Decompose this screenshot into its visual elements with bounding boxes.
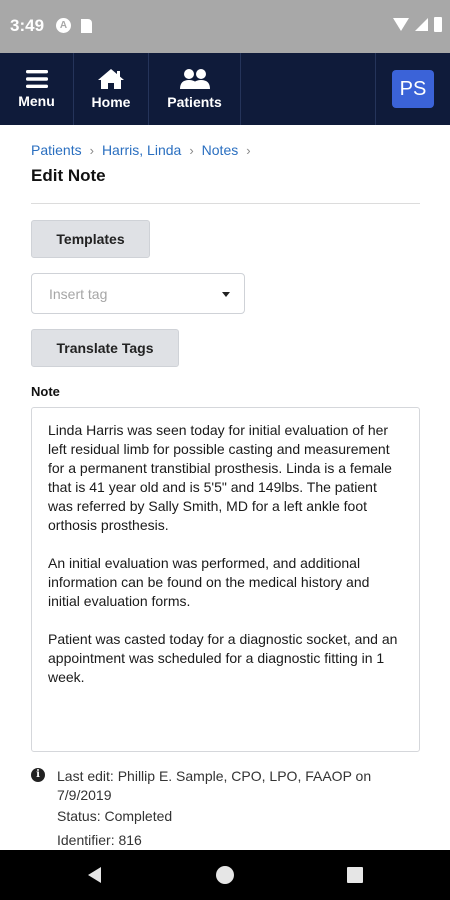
status-time: 3:49 [10,16,45,35]
app-navbar [0,53,450,125]
home-icon [97,68,125,90]
insert-tag-placeholder: Insert tag [49,286,108,302]
caret-down-icon [222,292,230,297]
nav-home-label: Home [91,94,131,110]
breadcrumb [31,142,259,158]
breadcrumb-patient-name[interactable]: Harris, Linda [101,142,182,158]
user-avatar[interactable]: PS [392,70,434,108]
breadcrumb-separator-icon: › [189,142,194,158]
info-icon: i [31,768,45,782]
status-system-icons [393,17,442,32]
page-title: Edit Note [31,166,106,185]
wifi-icon [393,18,409,31]
status-bar [0,0,450,53]
nav-menu-button[interactable] [0,53,74,125]
users-icon [179,68,211,90]
templates-button[interactable]: Templates [31,220,150,258]
navbar-divider [375,53,376,125]
cell-signal-icon [415,18,428,31]
breadcrumb-separator-icon: › [246,142,251,158]
insert-tag-select[interactable] [31,273,245,314]
nav-menu-label: Menu [18,93,55,109]
header-divider [31,203,420,204]
status-text: Status: Completed [57,808,173,824]
nav-patients-label: Patients [167,94,222,110]
nav-patients-button[interactable] [149,53,241,125]
a-notification-icon: A [56,18,71,33]
recent-apps-icon[interactable] [347,867,363,883]
back-icon[interactable] [88,867,101,883]
status-notification-icons [56,18,92,33]
sd-card-icon [81,19,92,33]
hamburger-icon [26,69,48,89]
battery-icon [434,17,442,32]
breadcrumb-separator-icon: › [89,142,94,158]
home-circle-icon[interactable] [216,866,234,884]
breadcrumb-patients[interactable]: Patients [31,142,82,158]
note-textarea[interactable]: Linda Harris was seen today for initial evaluation of her left residual limb for possible casting and measurement for a permanent transtibial prosthesis. Linda is a female that is 41 year old and is 5'5" and 149lbs. The patient was referred by Sally Smith, MD for a left ankle foot orthosis prosthesis. An initial evaluation was performed, and additional information can be found on the medical history and initial evaluation forms. Patient was casted today for a diagnostic socket, and an appointment was scheduled for a diagnostic fitting in 1 week. [31,407,420,752]
breadcrumb-notes[interactable]: Notes [201,142,239,158]
android-nav-bar [0,850,450,900]
translate-tags-button[interactable]: Translate Tags [31,329,179,367]
last-edit-text: Last edit: Phillip E. Sample, CPO, LPO, FAAOP on 7/9/2019 [57,768,372,803]
identifier-text: Identifier: 816 [57,832,142,848]
note-label: Note [31,384,60,399]
nav-home-button[interactable] [74,53,149,125]
